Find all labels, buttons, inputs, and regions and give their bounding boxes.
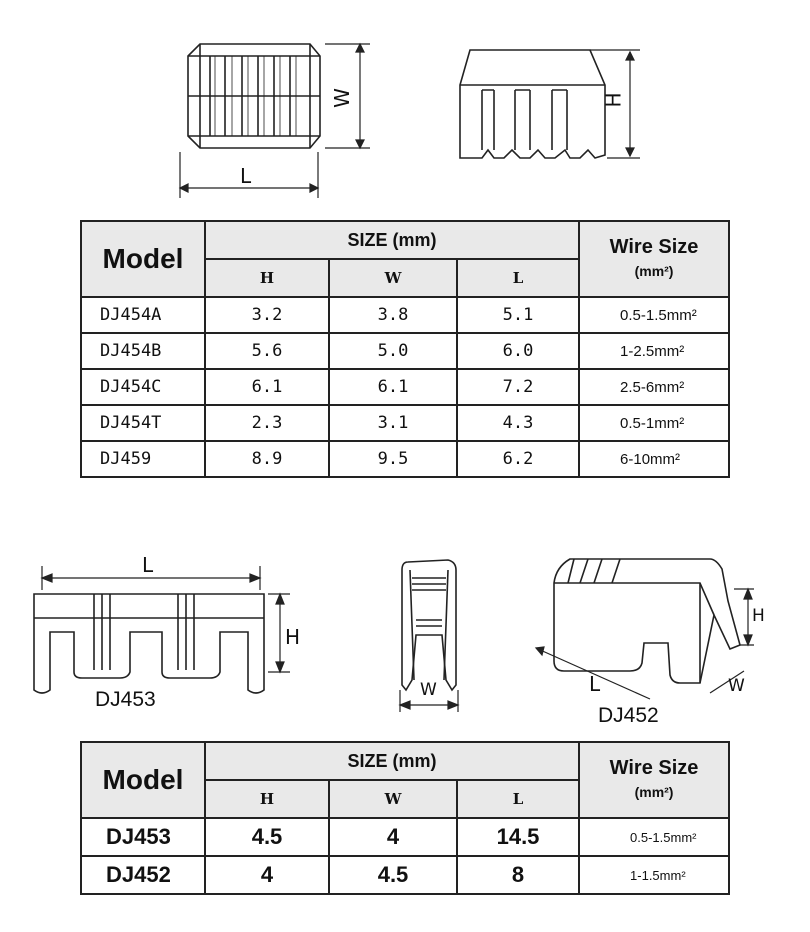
dj452-width-label: W bbox=[728, 676, 745, 696]
wire-size-header bbox=[579, 221, 729, 297]
w-cell: 6.1 bbox=[329, 369, 457, 405]
wire-cell: 0.5-1mm² bbox=[579, 405, 729, 441]
h-cell: 6.1 bbox=[205, 369, 329, 405]
model-cell: DJ452 bbox=[81, 856, 205, 894]
l-cell: 7.2 bbox=[457, 369, 579, 405]
wire-cell: 1-2.5mm² bbox=[579, 333, 729, 369]
dj453-height-label: H bbox=[285, 625, 301, 649]
l-cell: 6.0 bbox=[457, 333, 579, 369]
model-cell: DJ453 bbox=[81, 818, 205, 856]
wire-cell: 6-10mm² bbox=[579, 441, 729, 477]
w-column-header: W bbox=[329, 780, 457, 818]
l-cell: 4.3 bbox=[457, 405, 579, 441]
top-view-width-label: W bbox=[329, 88, 354, 108]
l-cell: 8 bbox=[457, 856, 579, 894]
table-row bbox=[81, 405, 729, 441]
w-cell: 4 bbox=[329, 818, 457, 856]
model-header: Model bbox=[81, 221, 205, 297]
dj453-length-label: L bbox=[142, 553, 154, 577]
table-row bbox=[81, 369, 729, 405]
model-cell: DJ454T bbox=[81, 405, 205, 441]
w-cell: 5.0 bbox=[329, 333, 457, 369]
model-cell: DJ459 bbox=[81, 441, 205, 477]
dj453-label: DJ453 bbox=[95, 688, 156, 711]
l-cell: 6.2 bbox=[457, 441, 579, 477]
w-cell: 3.1 bbox=[329, 405, 457, 441]
h-cell: 4.5 bbox=[205, 818, 329, 856]
w-cell: 4.5 bbox=[329, 856, 457, 894]
wire-cell: 1-1.5mm² bbox=[579, 856, 729, 894]
wire-size-unit: (mm²) bbox=[634, 784, 674, 800]
wire-cell: 0.5-1.5mm² bbox=[579, 297, 729, 333]
dj453-drawing bbox=[20, 560, 310, 700]
w-column-header: W bbox=[329, 259, 457, 297]
dj452-length-label: L bbox=[589, 672, 601, 696]
model-cell: DJ454A bbox=[81, 297, 205, 333]
end-view-width-label: W bbox=[420, 680, 437, 700]
model-header: Model bbox=[81, 742, 205, 818]
wire-cell: 2.5-6mm² bbox=[579, 369, 729, 405]
size-header: SIZE (mm) bbox=[205, 221, 579, 259]
table-row bbox=[81, 297, 729, 333]
dj452-label: DJ452 bbox=[598, 704, 659, 727]
h-cell: 5.6 bbox=[205, 333, 329, 369]
l-cell: 14.5 bbox=[457, 818, 579, 856]
size-header: SIZE (mm) bbox=[205, 742, 579, 780]
h-column-header: H bbox=[205, 259, 329, 297]
w-cell: 9.5 bbox=[329, 441, 457, 477]
l-cell: 5.1 bbox=[457, 297, 579, 333]
top-view-length-label: L bbox=[240, 164, 252, 188]
spec-table-2 bbox=[80, 741, 730, 895]
top-view-drawing bbox=[170, 30, 380, 200]
l-column-header: L bbox=[457, 259, 579, 297]
h-column-header: H bbox=[205, 780, 329, 818]
dj452-height-label: H bbox=[752, 606, 765, 626]
table-row bbox=[81, 818, 729, 856]
wire-size-unit: (mm²) bbox=[634, 263, 674, 279]
spec-table-1 bbox=[80, 220, 730, 478]
h-cell: 4 bbox=[205, 856, 329, 894]
w-cell: 3.8 bbox=[329, 297, 457, 333]
model-cell: DJ454C bbox=[81, 369, 205, 405]
model-cell: DJ454B bbox=[81, 333, 205, 369]
wire-size-title: Wire Size bbox=[609, 236, 699, 258]
table-row bbox=[81, 856, 729, 894]
h-cell: 8.9 bbox=[205, 441, 329, 477]
h-cell: 3.2 bbox=[205, 297, 329, 333]
wire-cell: 0.5-1.5mm² bbox=[579, 818, 729, 856]
side-view-height-label: H bbox=[601, 92, 626, 108]
table-row bbox=[81, 333, 729, 369]
l-column-header: L bbox=[457, 780, 579, 818]
wire-size-title: Wire Size bbox=[609, 757, 699, 779]
h-cell: 2.3 bbox=[205, 405, 329, 441]
table-row bbox=[81, 441, 729, 477]
wire-size-header bbox=[579, 742, 729, 818]
